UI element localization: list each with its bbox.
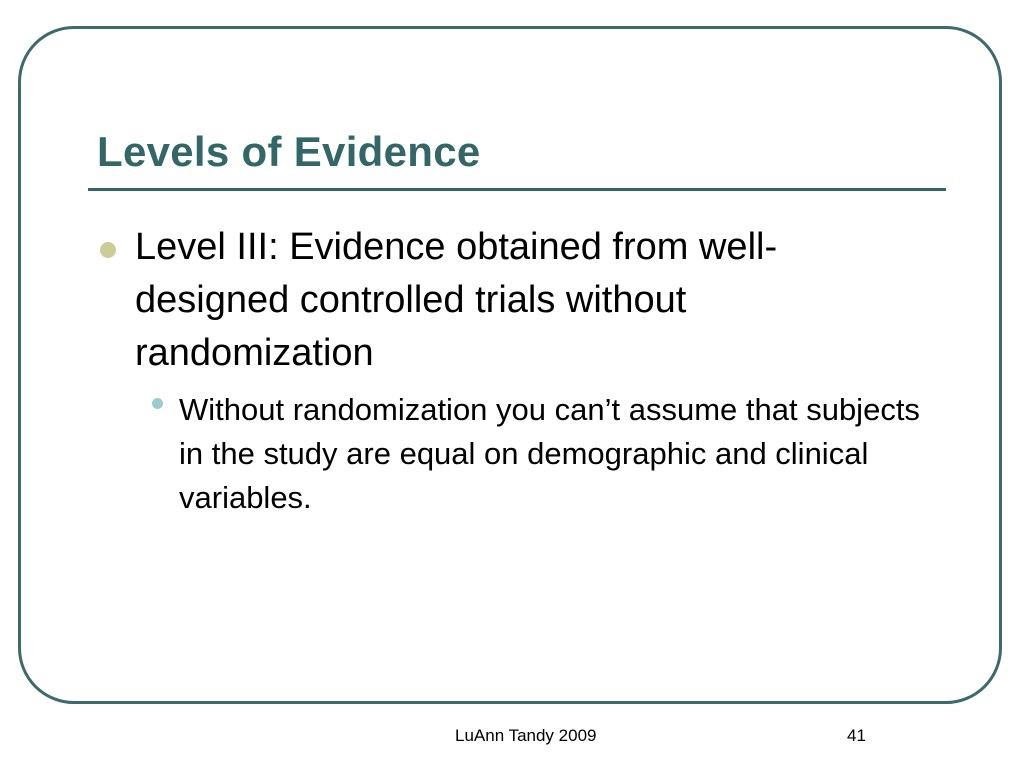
- slide-title: Levels of Evidence: [97, 128, 481, 175]
- bullet-text: Level III: Evidence obtained from well-designed controlled trials without randomization: [135, 226, 778, 374]
- sub-bullet-dot-icon: [152, 398, 163, 409]
- slide-number: 41: [847, 726, 866, 745]
- bullet-dot-icon: [100, 242, 116, 258]
- slide-footer: LuAnn Tandy 2009: [455, 726, 597, 745]
- sub-bullet-text: Without randomization you can’t assume that subjects in the study are equal on demographic and clinical variables.: [179, 392, 920, 515]
- title-underline: [88, 188, 946, 191]
